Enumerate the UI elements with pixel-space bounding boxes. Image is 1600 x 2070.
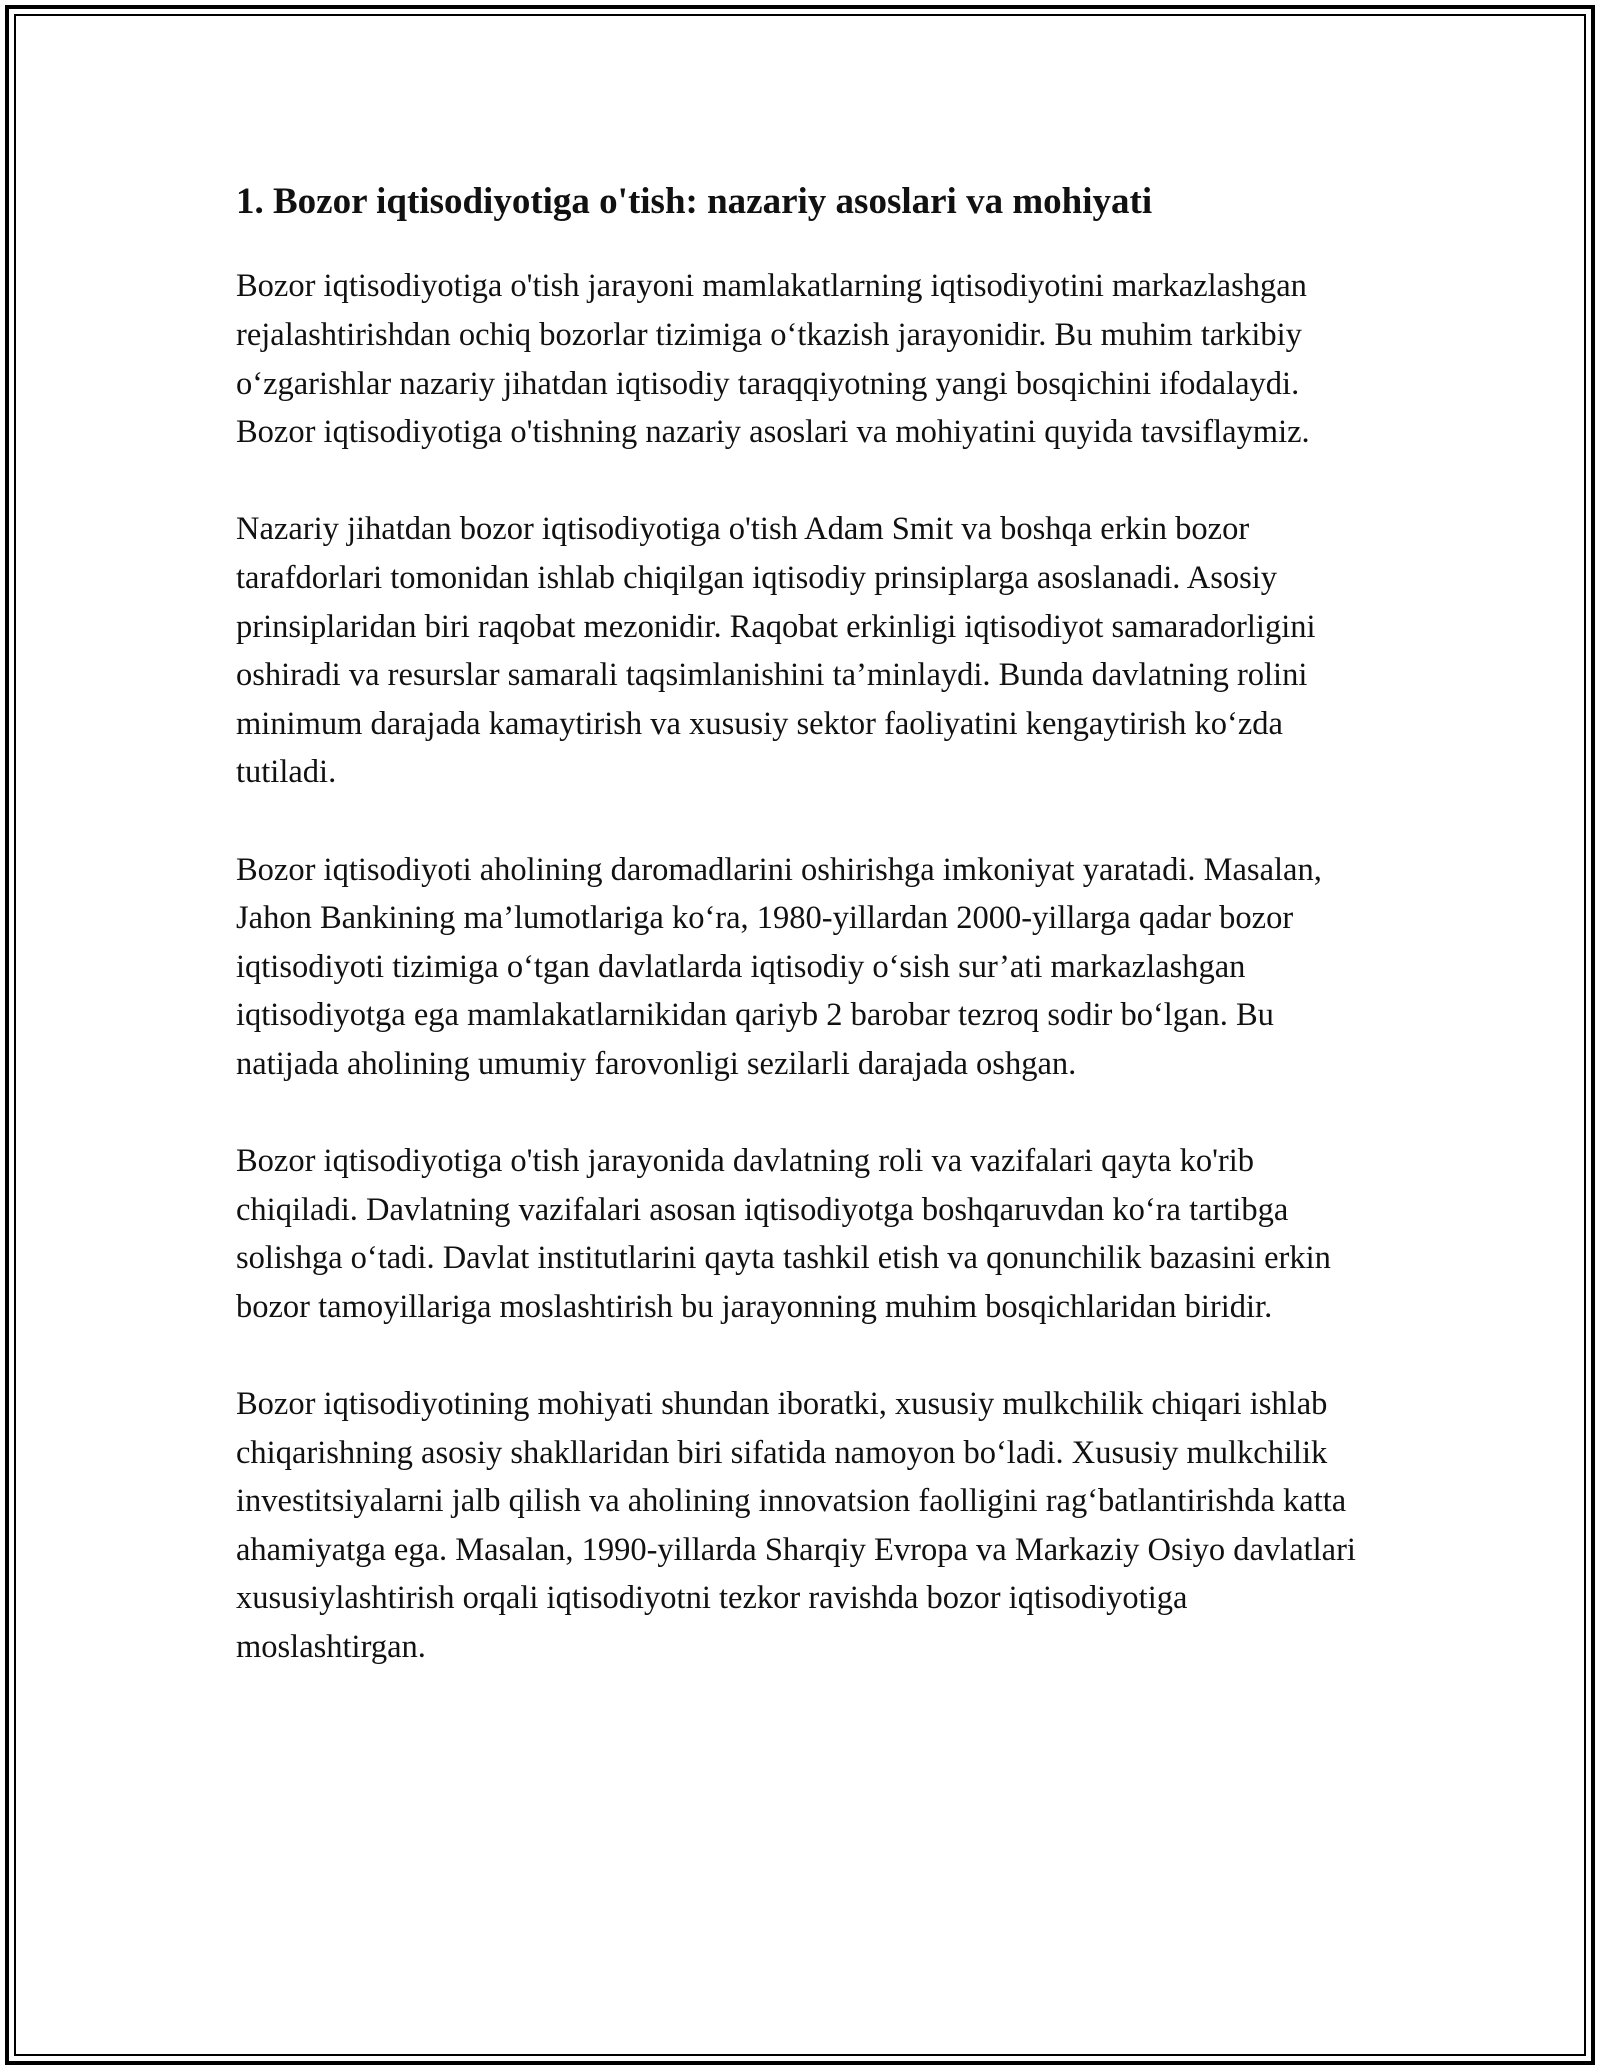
section-heading: 1. Bozor iqtisodiyotiga o'tish: nazariy asoslari va mohiyati [236, 181, 1153, 222]
document-body [236, 180, 1371, 1720]
paragraph-5: Bozor iqtisodiyotining mohiyati shundan iboratki, xususiy mulkchilik chiqari ishlab chiqarishning asosiy shakllaridan biri sifatida namoyon bo‘ladi. Xususiy mulkchilik investitsiyalarni jalb qilish va aholining innovatsion faolligini rag‘batlantirishda katta ahamiyatga ega. Masalan, 1990-yillarda Sharqiy Evropa va Markaziy Osiyo davlatlari xususiylashtirish orqali iqtisodiyotni tezkor ravishda bozor iqtisodiyotiga moslashtirgan. [236, 1386, 1356, 1666]
paragraph-4: Bozor iqtisodiyotiga o'tish jarayonida davlatning roli va vazifalari qayta ko'rib chiqiladi. Davlatning vazifalari asosan iqtisodiyotga boshqaruvdan ko‘ra tartibga solishga o‘tadi. Davlat institutlarini qayta tashkil etish va qonunchilik bazasini erkin bozor tamoyillariga moslashtirish bu jarayonning muhim bosqichlaridan biridir. [236, 1143, 1331, 1325]
paragraph-2: Nazariy jihatdan bozor iqtisodiyotiga o'tish Adam Smit va boshqa erkin bozor tarafdorlari tomonidan ishlab chiqilgan iqtisodiy prinsiplarga asoslanadi. Asosiy prinsiplaridan biri raqobat mezonidir. Raqobat erkinligi iqtisodiyot samaradorligini oshiradi va resurslar samarali taqsimlanishini ta’minlaydi. Bunda davlatning rolini minimum darajada kamaytirish va xususiy sektor faoliyatini kengaytirish ko‘zda tutiladi. [236, 511, 1316, 791]
paragraph-3: Bozor iqtisodiyoti aholining daromadlarini oshirishga imkoniyat yaratadi. Masalan, Jahon Bankining ma’lumotlariga ko‘ra, 1980-yillardan 2000-yillarga qadar bozor iqtisodiyoti tizimiga o‘tgan davlatlarda iqtisodiy o‘sish sur’ati markazlashgan iqtisodiyotga ega mamlakatlarnikidan qariyb 2 barobar tezroq sodir bo‘lgan. Bu natijada aholining umumiy farovonligi sezilarli darajada oshgan. [236, 851, 1322, 1082]
paragraph-1: Bozor iqtisodiyotiga o'tish jarayoni mamlakatlarning iqtisodiyotini markazlashgan rejalashtirishdan ochiq bozorlar tizimiga o‘tkazish jarayonidir. Bu muhim tarkibiy o‘zgarishlar nazariy jihatdan iqtisodiy taraqqiyotning yangi bosqichini ifodalaydi. Bozor iqtisodiyotiga o'tishning nazariy asoslari va mohiyatini quyida tavsiflaymiz. [236, 268, 1310, 451]
